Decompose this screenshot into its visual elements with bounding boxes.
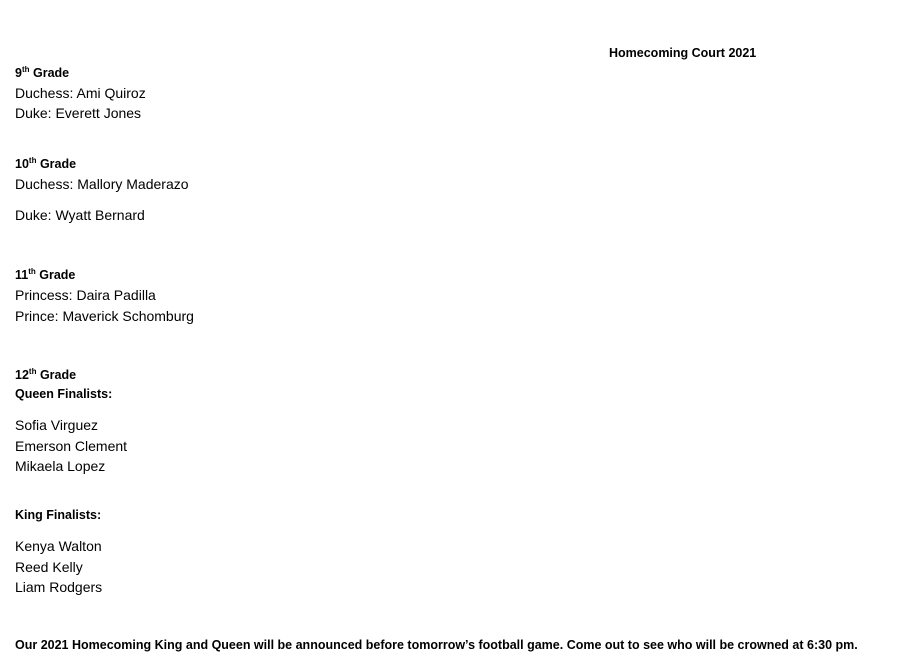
grade-9-duchess: Duchess: Ami Quiroz <box>15 85 146 101</box>
king-finalist: Kenya Walton <box>15 538 102 554</box>
queen-finalist: Mikaela Lopez <box>15 458 106 474</box>
king-finalist: Liam Rodgers <box>15 579 103 595</box>
king-finalists-heading: King Finalists: <box>15 508 102 522</box>
announcement-note: Our 2021 Homecoming King and Queen will be announced before tomorrow’s football game. Come out to see who will be crowned at 6:30 pm. <box>15 638 858 652</box>
grade-10-heading: 10th Grade <box>15 156 77 171</box>
grade-10-duchess: Duchess: Mallory Maderazo <box>15 176 189 192</box>
grade-11-prince: Prince: Maverick Schomburg <box>15 308 194 324</box>
queen-finalist: Emerson Clement <box>15 438 128 454</box>
document-title: Homecoming Court 2021 <box>609 46 757 60</box>
grade-11-heading: 11th Grade <box>15 267 76 282</box>
queen-finalist: Sofia Virguez <box>15 417 99 433</box>
queen-finalists-heading: Queen Finalists: <box>15 387 113 401</box>
grade-12-heading: 12th Grade <box>15 367 77 382</box>
grade-10-duke: Duke: Wyatt Bernard <box>15 207 145 223</box>
grade-9-duke: Duke: Everett Jones <box>15 105 142 121</box>
grade-11-princess: Princess: Daira Padilla <box>15 287 156 303</box>
king-finalist: Reed Kelly <box>15 559 83 575</box>
grade-9-heading: 9th Grade <box>15 65 70 80</box>
